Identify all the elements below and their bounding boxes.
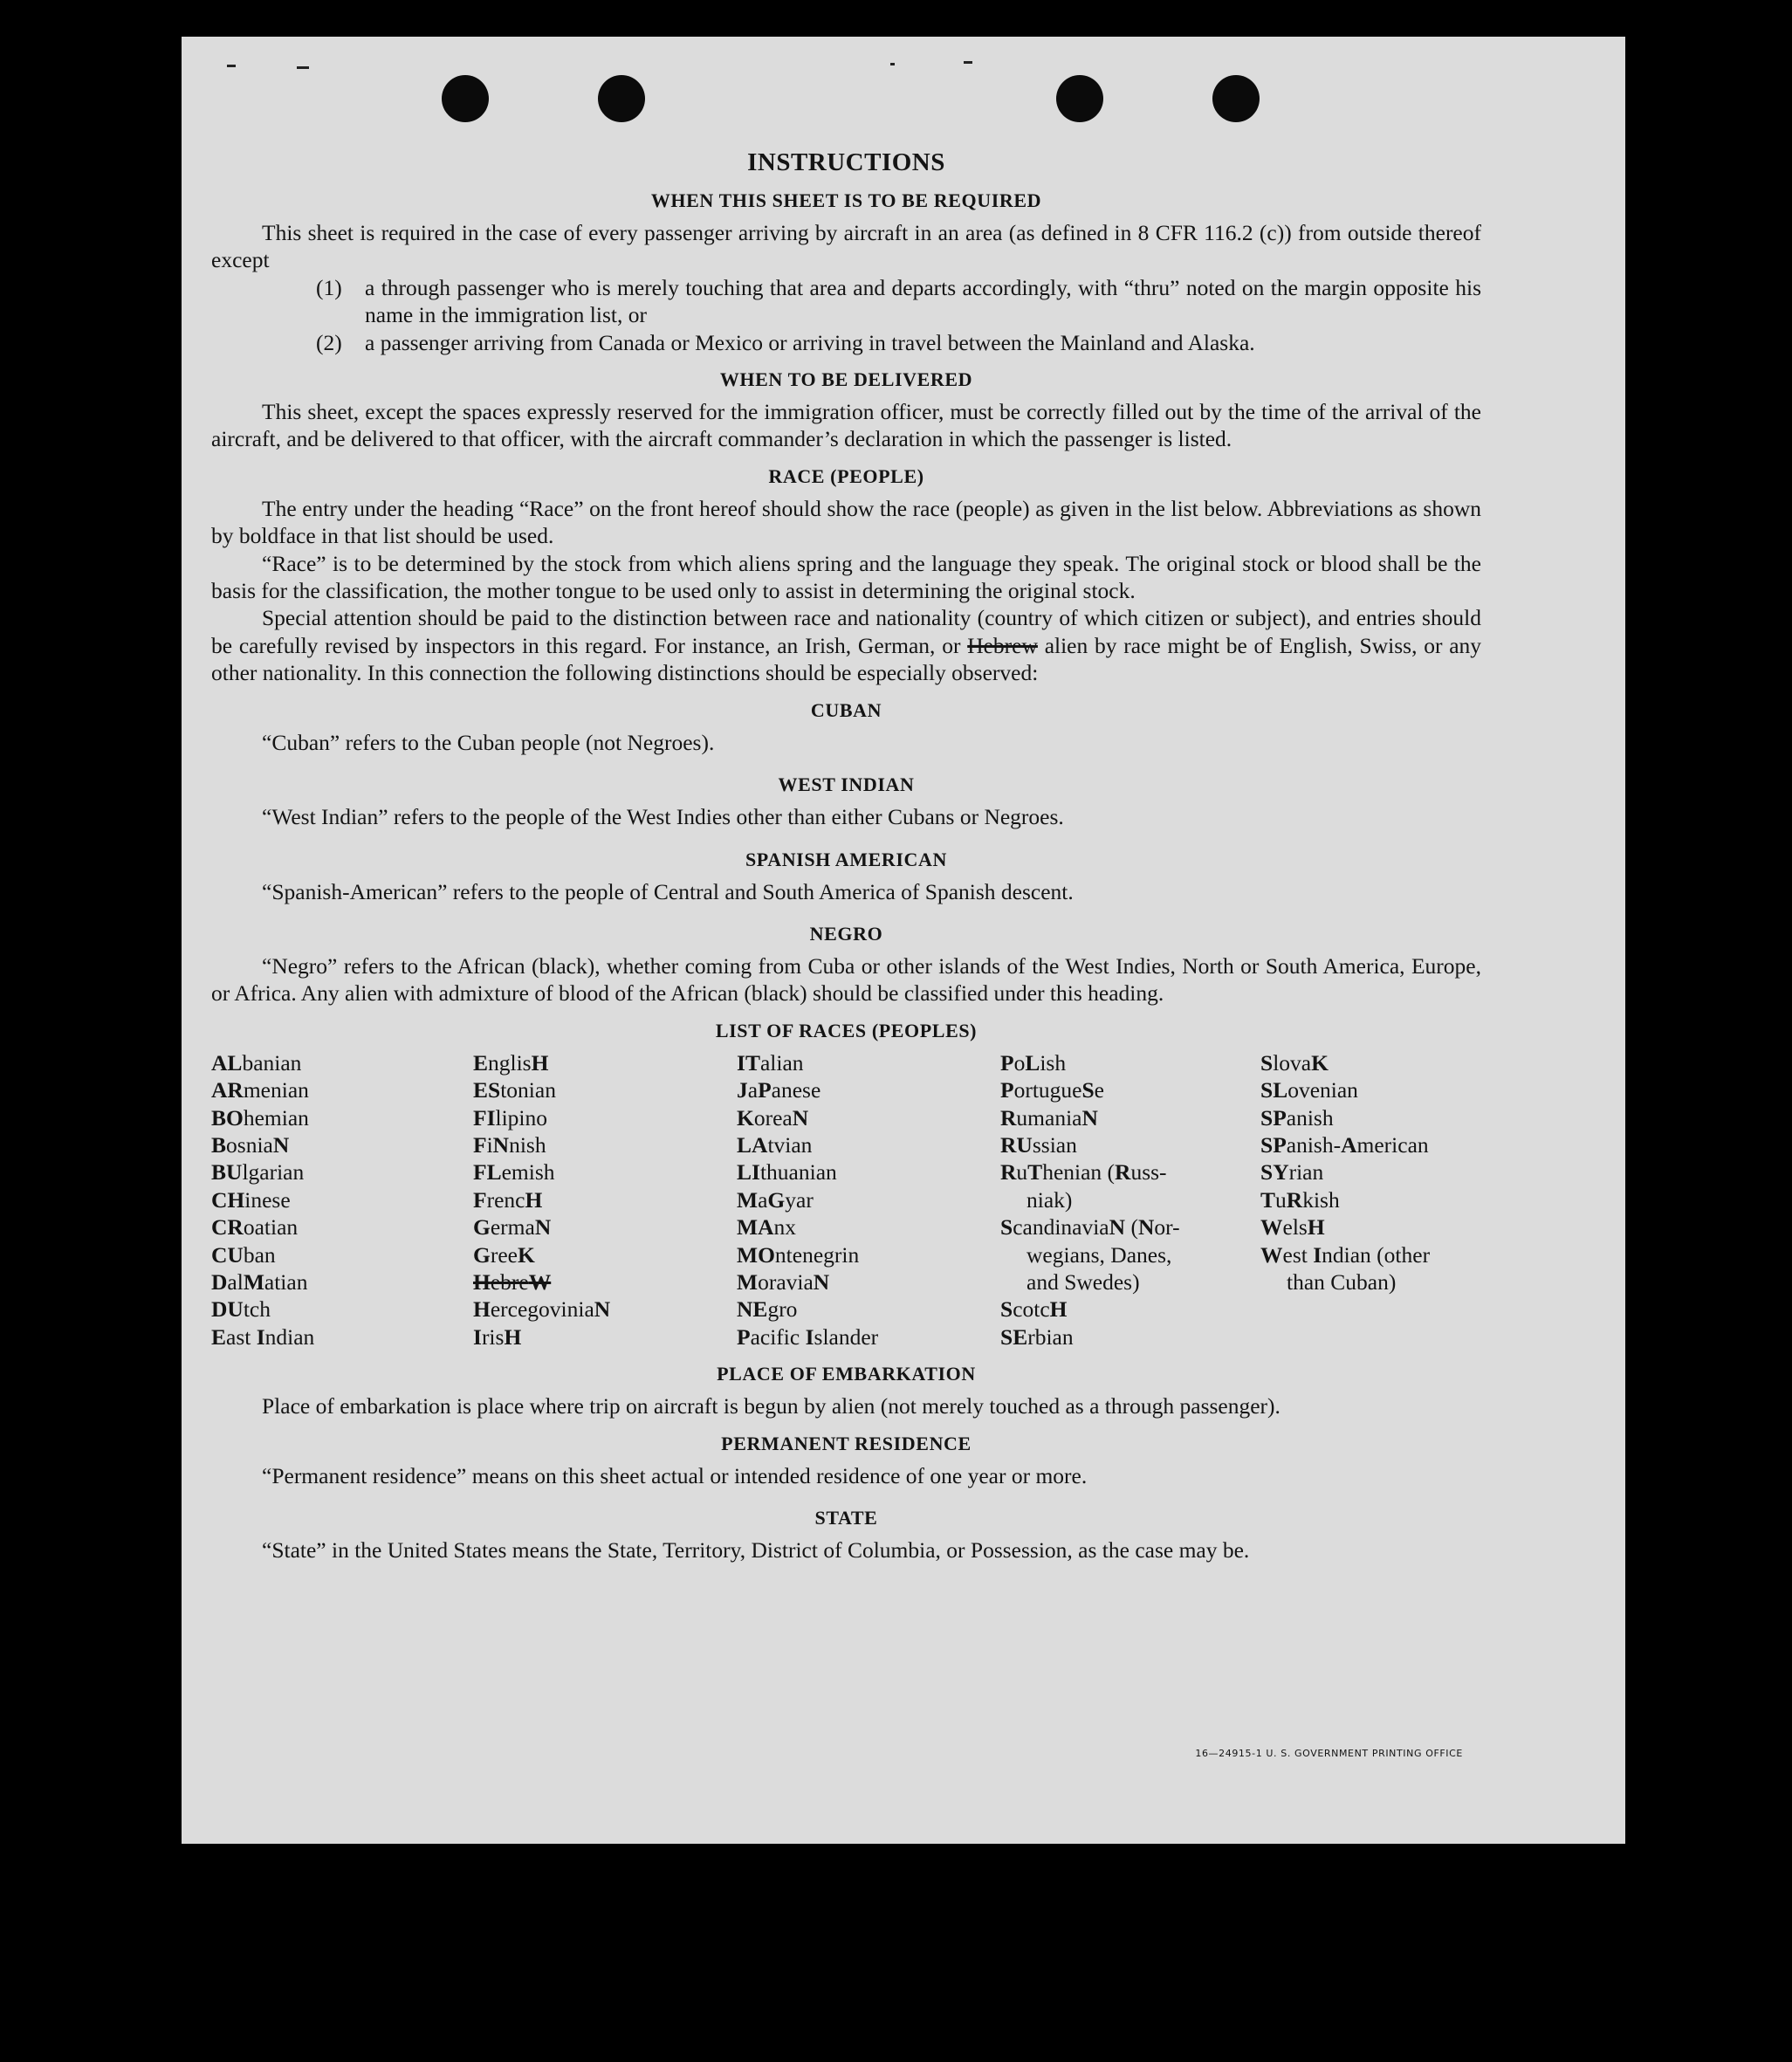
punch-hole (598, 75, 645, 122)
race-paragraph-3-start: Special attention should be paid to the distinction between race and nationality (country of which citizen or subject), and entries should be carefully revised by inspectors in this regard. For instance, an Irish, German, or (211, 605, 1481, 658)
race-entry: NEgro (737, 1296, 798, 1323)
race-entry: ScandinaviaN (Nor- (1000, 1214, 1180, 1241)
race-paragraph-1: The entry under the heading “Race” on the front hereof should show the race (people) as given in the list below. Abbreviations as shown by boldface in that list should be used. (211, 495, 1481, 549)
race-entry: SLovenian (1260, 1077, 1358, 1103)
section-heading-delivered: WHEN TO BE DELIVERED (719, 368, 973, 391)
race-entry: FIlipino (473, 1104, 548, 1131)
scan-speck (964, 61, 972, 64)
section-heading-required: WHEN THIS SHEET IS TO BE REQUIRED (650, 189, 1042, 211)
race-entry: HercegoviniaN (473, 1296, 611, 1323)
race-entry: ALbanian (211, 1049, 302, 1076)
race-entry: RUssian (1000, 1131, 1077, 1158)
race-paragraph-3 (211, 604, 1481, 686)
race-paragraph-2: “Race” is to be determined by the stock from which aliens spring and the language they speak. The original stock or blood shall be the basis for the classification, the mother tongue to be used only to assist in determining the original stock. (211, 550, 1481, 604)
race-entry: DUtch (211, 1296, 271, 1323)
race-entry: LIthuanian (737, 1159, 837, 1186)
race-entry: CRoatian (211, 1214, 299, 1241)
race-entry: MOntenegrin (737, 1241, 860, 1268)
section-heading-cuban: CUBAN (810, 698, 882, 721)
spanish-american-text: “Spanish-American” refers to the people of Central and South America of Spanish descent. (262, 878, 1074, 904)
state-text: “State” in the United States means the State, Territory, District of Columbia, or Possession, as the case may be. (262, 1537, 1250, 1563)
scan-speck (227, 65, 236, 67)
section-heading-races-list: LIST OF RACES (PEOPLES) (715, 1019, 978, 1041)
punch-hole (1056, 75, 1103, 122)
delivered-text: This sheet, except the spaces expressly reserved for the immigration officer, must be correctly filled out by the time of the arrival of the aircraft, and be delivered to that officer, with the aircraft commander’s declaration in which the passenger is listed. (211, 399, 1481, 452)
required-intro (211, 219, 1481, 274)
race-entry: FLemish (473, 1159, 555, 1186)
race-entry: LAtvian (737, 1131, 813, 1158)
race-entry: EStonian (473, 1077, 556, 1103)
section-heading-state: STATE (814, 1507, 878, 1529)
race-entry: CHinese (211, 1186, 291, 1213)
races-column (737, 1049, 1000, 1351)
race-entry: and Swedes) (1026, 1268, 1140, 1295)
race-entry: ARmenian (211, 1077, 309, 1103)
race-entry: GermaN (473, 1214, 552, 1241)
scan-speck (297, 66, 309, 69)
exception-item (211, 329, 1481, 356)
race-entry: SPanish-American (1260, 1131, 1429, 1158)
race-entry: RumaniaN (1000, 1104, 1098, 1131)
exception-text: a passenger arriving from Canada or Mexico or arriving in travel between the Mainland and Alaska. (365, 329, 1255, 355)
race-entry: SYrian (1260, 1159, 1324, 1186)
cuban-text: “Cuban” refers to the Cuban people (not Negroes). (262, 729, 715, 755)
race-entry: Pacific Islander (737, 1323, 879, 1350)
races-column (473, 1049, 737, 1351)
race-entry: West Indian (other (1260, 1241, 1431, 1268)
race-entry: JaPanese (737, 1077, 821, 1103)
race-entry: BUlgarian (211, 1159, 305, 1186)
exception-number: (2) (316, 329, 342, 355)
race-entry: ScotcH (1000, 1296, 1068, 1323)
race-entry: ITalian (737, 1049, 804, 1076)
section-heading-negro: NEGRO (809, 922, 883, 945)
scan-speck (890, 63, 895, 65)
races-list (211, 1049, 1481, 1351)
printing-office-code: 16—24915-1 U. S. GOVERNMENT PRINTING OFFICE (1195, 1748, 1463, 1759)
exception-item (211, 274, 1481, 329)
race-entry: SErbian (1000, 1323, 1074, 1350)
residence-text: “Permanent residence” means on this sheet actual or intended residence of one year or more. (262, 1462, 1088, 1488)
race-entry: DalMatian (211, 1268, 308, 1295)
races-column (1000, 1049, 1260, 1351)
race-entry: BOhemian (211, 1104, 309, 1131)
embarkation-text: Place of embarkation is place where trip on aircraft is begun by alien (not merely touched as a through passenger). (262, 1393, 1280, 1419)
race-entry: than Cuban) (1287, 1268, 1397, 1295)
section-heading-residence: PERMANENT RESIDENCE (721, 1432, 972, 1454)
negro-text: “Negro” refers to the African (black), whether coming from Cuba or other islands of the West Indies, North or South America, Europe, or Africa. Any alien with admixture of blood of the African (black) should be classified under this heading. (211, 952, 1481, 1007)
race-entry: KoreaN (737, 1104, 809, 1131)
race-entry: SPanish (1260, 1104, 1334, 1131)
west-indian-text: “West Indian” refers to the people of the West Indies other than either Cubans or Negroes. (262, 804, 1064, 830)
punch-hole (442, 75, 489, 122)
page-title: INSTRUCTIONS (747, 148, 945, 176)
race-entry: PortugueSe (1000, 1077, 1104, 1103)
race-entry: MAnx (737, 1214, 796, 1241)
race-paragraph-3-end: alien by race might be of English, Swiss, or any other nationality. In this connection the following distinctions should be especially observed: (211, 632, 1482, 686)
race-entry: TuRkish (1260, 1186, 1340, 1213)
section-heading-west-indian: WEST INDIAN (778, 773, 915, 796)
required-intro-text: This sheet is required in the case of every passenger arriving by aircraft in an area (as defined in 8 CFR 116.2 (c)) from outside thereof except (211, 220, 1481, 273)
punch-hole (1212, 75, 1260, 122)
race-entry: wegians, Danes, (1026, 1241, 1172, 1268)
race-entry: SlovaK (1260, 1049, 1329, 1076)
race-entry: FiNnish (473, 1131, 546, 1158)
race-entry: niak) (1026, 1186, 1073, 1213)
race-entry: PoLish (1000, 1049, 1067, 1076)
section-heading-embarkation: PLACE OF EMBARKATION (717, 1363, 976, 1385)
race-entry: WelsH (1260, 1214, 1325, 1241)
exception-text: a through passenger who is merely touching that area and departs accordingly, with “thru” noted on the margin opposite his name in the immigration list, or (365, 274, 1481, 328)
races-column (1260, 1049, 1481, 1351)
race-entry: CUban (211, 1241, 276, 1268)
race-entry: GreeK (473, 1241, 535, 1268)
instruction-sheet (182, 37, 1625, 1844)
exception-number: (1) (316, 274, 342, 300)
section-heading-spanish-american: SPANISH AMERICAN (745, 848, 948, 870)
race-entry: BosniaN (211, 1131, 290, 1158)
race-entry: HebreW (473, 1268, 552, 1295)
race-entry: RuThenian (Russ- (1000, 1159, 1167, 1186)
race-entry: MoraviaN (737, 1268, 830, 1295)
race-entry: FrencH (473, 1186, 543, 1213)
race-entry: MaGyar (737, 1186, 814, 1213)
race-entry: EnglisH (473, 1049, 549, 1076)
struck-word: Hebrew (967, 632, 1038, 658)
races-column (211, 1049, 473, 1351)
race-entry: East Indian (211, 1323, 315, 1350)
section-heading-race: RACE (PEOPLE) (768, 464, 924, 487)
race-entry: IrisH (473, 1323, 522, 1350)
